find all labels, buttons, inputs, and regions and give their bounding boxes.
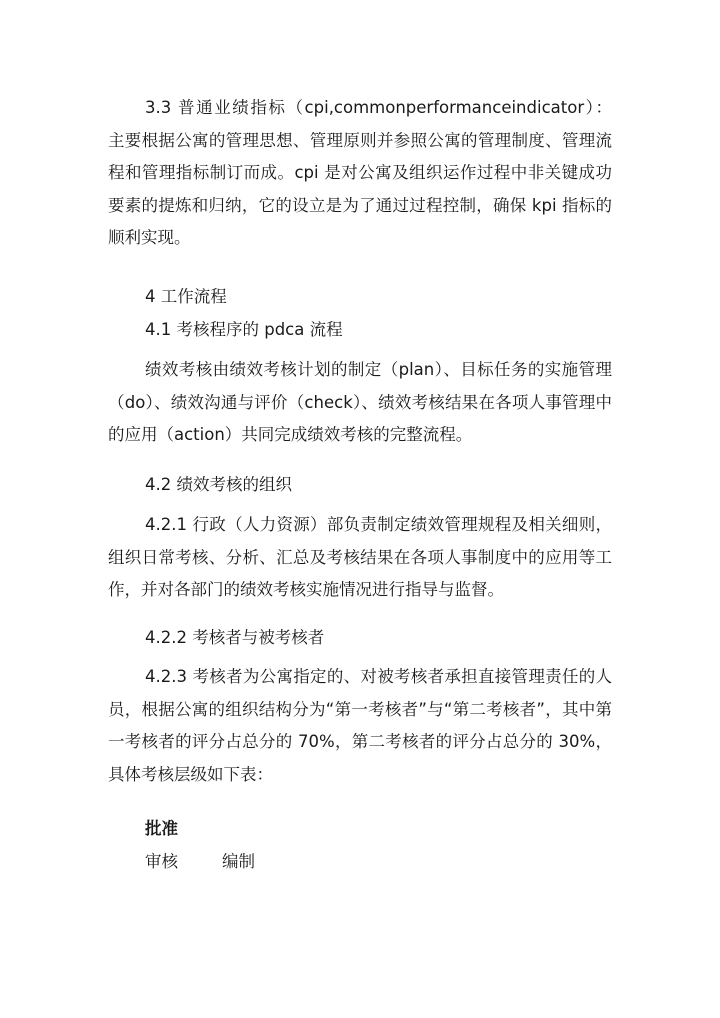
paragraph-4-1: 绩效考核由绩效考核计划的制定（plan）、目标任务的实施管理（do）、绩效沟通与评价（check）、绩效考核结果在各项人事管理中的应用（action）共同完成绩效考核的完整流程。 (108, 360, 612, 445)
heading-4-1: 4.1 考核程序的 pdca 流程 (145, 320, 343, 339)
prepare-label: 编制 (222, 852, 255, 871)
heading-4-2: 4.2 绩效考核的组织 (145, 475, 292, 494)
paragraph-4-2-3: 4.2.3 考核者为公寓指定的、对被考核者承担直接管理责任的人员，根据公寓的组织结构分为“第一考核者”与“第二考核者”，其中第一考核者的评分占总分的 70%，第二考核者的评分占总分的 30%，具体考核层级如下表： (108, 667, 612, 784)
heading-4-2-2: 4.2.2 考核者与被考核者 (145, 628, 325, 647)
heading-4: 4 工作流程 (145, 287, 227, 306)
paragraph-4-2-1: 4.2.1 行政（人力资源）部负责制定绩效管理规程及相关细则，组织日常考核、分析、汇总及考核结果在各项人事制度中的应用等工作，并对各部门的绩效考核实施情况进行指导与监督。 (108, 515, 612, 600)
paragraph-3-3: 3.3 普通业绩指标（cpi,commonperformanceindicator）：主要根据公寓的管理思想、管理原则并参照公寓的管理制度、管理流程和管理指标制订而成。cpi 是对公寓及组织运作过程中非关键成功要素的提炼和归纳，它的设立是为了通过过程控制，确保 kpi 指标的顺利实现。 (108, 98, 612, 248)
approve-label: 批准 (145, 819, 178, 838)
review-label: 审核 (145, 852, 178, 871)
